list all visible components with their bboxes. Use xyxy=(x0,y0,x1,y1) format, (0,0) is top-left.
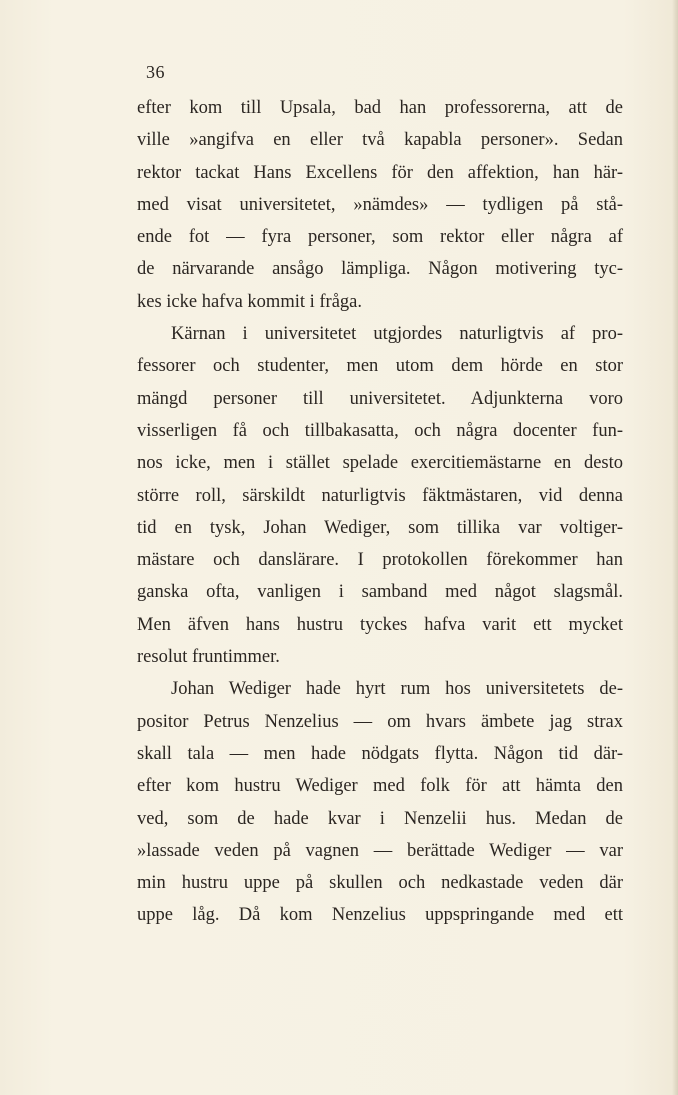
text-line: mängd personer till universitetet. Adjunkterna voro xyxy=(137,388,623,409)
body-text xyxy=(137,92,623,932)
text-line: uppe låg. Då kom Nenzelius uppspringande med ett xyxy=(137,905,623,926)
text-line: skall tala — men hade nödgats flytta. Någon tid där- xyxy=(137,743,623,764)
page-edge-shadow xyxy=(672,0,678,1095)
text-line: Men äfven hans hustru tyckes hafva varit ett mycket xyxy=(137,614,623,635)
text-line: ganska ofta, vanligen i samband med något slagsmål. xyxy=(137,582,623,603)
text-line: rektor tackat Hans Excellens för den affektion, han här- xyxy=(137,162,623,183)
text-line: ende fot — fyra personer, som rektor eller några af xyxy=(137,227,623,248)
text-line: med visat universitetet, »nämdes» — tydligen på stå- xyxy=(137,194,623,215)
text-line: mästare och danslärare. I protokollen förekommer han xyxy=(137,550,623,571)
text-line: de närvarande ansågo lämpliga. Någon motivering tyc- xyxy=(137,259,623,280)
text-line: visserligen få och tillbakasatta, och några docenter fun- xyxy=(137,420,623,441)
text-line: Kärnan i universitetet utgjordes naturligtvis af pro- xyxy=(171,324,623,345)
text-line: efter kom till Upsala, bad han professorerna, att de xyxy=(137,98,623,118)
text-line: resolut fruntimmer. xyxy=(137,647,280,668)
text-line: min hustru uppe på skullen och nedkastade veden där xyxy=(137,873,623,894)
text-line: tid en tysk, Johan Wediger, som tillika var voltiger- xyxy=(137,517,623,538)
text-line: Johan Wediger hade hyrt rum hos universitetets de- xyxy=(171,679,623,700)
text-line: efter kom hustru Wediger med folk för att hämta den xyxy=(137,776,623,797)
text-line: positor Petrus Nenzelius — om hvars ämbete jag strax xyxy=(137,711,623,732)
page-number: 36 xyxy=(146,62,165,82)
text-line: fessorer och studenter, men utom dem hörde en stor xyxy=(137,356,623,377)
text-line: ville »angifva en eller två kapabla personer». Sedan xyxy=(137,130,623,151)
text-line: »lassade veden på vagnen — berättade Wediger — var xyxy=(137,840,623,861)
text-line: nos icke, men i stället spelade exercitiemästarne en desto xyxy=(137,453,623,474)
text-line: större roll, särskildt naturligtvis fäktmästaren, vid denna xyxy=(137,485,623,506)
text-line: kes icke hafva kommit i fråga. xyxy=(137,291,362,312)
text-line: ved, som de hade kvar i Nenzelii hus. Medan de xyxy=(137,808,623,829)
